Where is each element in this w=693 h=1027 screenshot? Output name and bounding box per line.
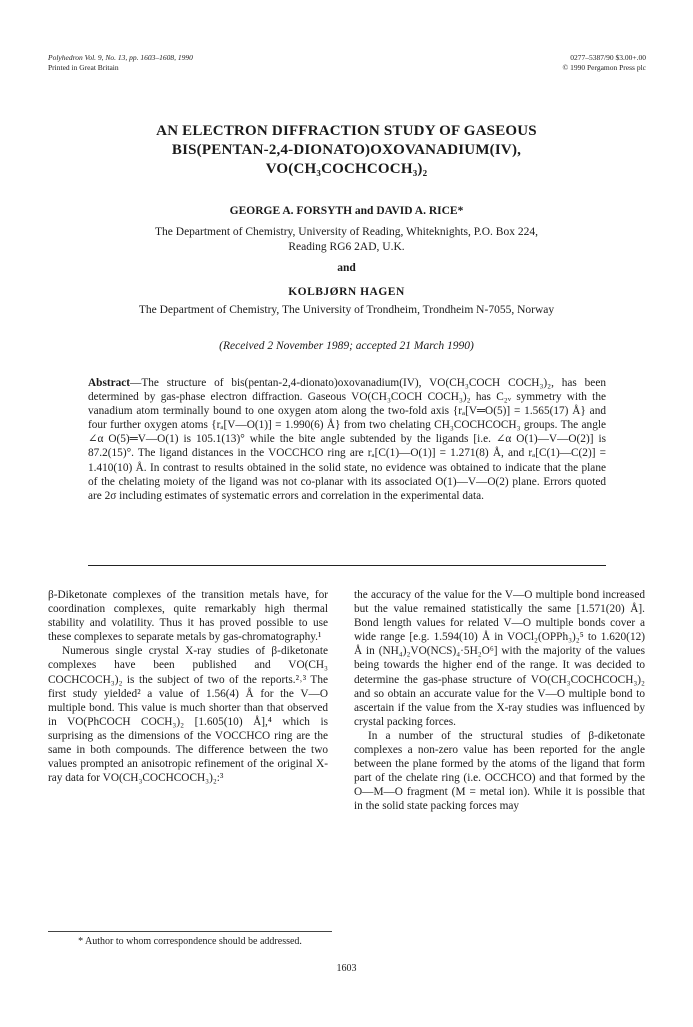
copyright: © 1990 Pergamon Press plc xyxy=(562,63,646,72)
abstract-label: Abstract xyxy=(88,377,131,389)
abstract-text: —The structure of bis(pentan-2,4-dionato)oxovanadium(IV), VO(CH₃COCH COCH₃)₂, has been determined by gas-phase electron diffraction. Gaseous VO(CH₃COCH COCH₃)₂ has C₂ᵥ symmetry with the vanadium atom terminally bound to one oxygen atom along the two-fold axis {rₐ[V═O(5)] = 1.565(17) Å} and four further oxygen atoms {rₐ[V—O(1)] = 1.990(6) Å} from two chelating CH₃COCHCOCH₃ groups. The angle ∠α O(5)═V—O(1) is 105.1(13)° while the bite angle subtended by the ligands [i.e. ∠α O(1)—V—O(2)] is 87.2(15)°. The ligand distances in the VOCCHCO ring are rₐ[C(1)—O(1)] = 1.271(8) Å, and rₐ[C(1)—C(2)] = 1.410(10) Å. In contrast to results obtained in the solid state, no evidence was obtained to indicate that the plane of the chelating moiety of the ligand was not co-planar with its associated O(1)—V—O(2) plane. Errors quoted are 2σ including estimates of systematic errors and correlation in the experimental data. xyxy=(88,377,606,502)
title-line-3: VO(CH₃COCHCOCH₃)₂ xyxy=(265,161,428,177)
abstract xyxy=(88,376,606,503)
publisher-header xyxy=(563,53,646,73)
printed-in: Printed in Great Britain xyxy=(48,63,119,72)
issn-code: 0277–5387/90 $3.00+.00 xyxy=(570,53,646,62)
and-separator: and xyxy=(337,262,356,274)
body-column-right xyxy=(354,588,645,814)
authors: GEORGE A. FORSYTH and DAVID A. RICE* xyxy=(229,205,464,217)
title-line-2: BIS(PENTAN-2,4-DIONATO)OXOVANADIUM(IV), xyxy=(171,142,522,158)
paragraph: In a number of the structural studies of β-diketonate complexes a non-zero value has been reported for the angle between the plane formed by the atoms of the ligand that form part of the chelate ring (i.e. OCCHCO) and that formed by the O—M—O fragment (M = metal ion). While it is possible that in the solid state packing forces may xyxy=(354,729,645,813)
footnote: * Author to whom correspondence should be addressed. xyxy=(78,936,302,947)
footnote-divider xyxy=(48,931,332,932)
paragraph: Numerous single crystal X-ray studies of β-diketonate complexes have been published and VO(CH₃ COCHCOCH₃)₂ is the subject of two of the reports.²˒³ The first study yielded² a value of 1.56(4) Å for the V—O multiple bond. This value is much shorter than that observed in VO(PhCOCH COCH₃)₂ [1.605(10) Å],⁴ which is surprising as the dimensions of the VOCCHCO ring are the same in both compounds. The difference between the two values prompted an anisotropic refinement of the original X-ray data for VO(CH₃COCHCOCH₃)₂:³ xyxy=(48,645,328,785)
received-dates: (Received 2 November 1989; accepted 21 March 1990) xyxy=(219,340,474,352)
affiliation-line-1: The Department of Chemistry, University of Reading, Whiteknights, P.O. Box 224, xyxy=(155,226,538,238)
affiliation-reading xyxy=(80,225,613,255)
affiliation-trondheim: The Department of Chemistry, The University of Trondheim, Trondheim N-7055, Norway xyxy=(138,304,555,316)
paper-title xyxy=(60,122,633,179)
paragraph: the accuracy of the value for the V—O multiple bond increased but the value remained statistically the same [1.571(20) Å]. Bond length values for related V—O multiple bonds cover a wide range [e.g. 1.594(10) Å in VOCl₂(OPPh₃)₂⁵ to 1.620(12) Å in (NH₄)₂VO(NCS)₄·5H₂O⁶] with the majority of the values being towards the higher end of the range. It was decided to determine the gas-phase structure of VO(CH₃COCHCOCH₃)₂ and so obtain an accurate value for the V—O multiple bond to ascertain if the value from the X-ray studies was influenced by crystal packing forces. xyxy=(354,589,645,728)
title-line-1: AN ELECTRON DIFFRACTION STUDY OF GASEOUS xyxy=(156,123,537,139)
affiliation-line-2: Reading RG6 2AD, U.K. xyxy=(288,241,405,253)
paragraph: β-Diketonate complexes of the transition metals have, for coordination complexes, quite remarkably high thermal stability and volatility. Thus it has proved possible to use these complexes to separate metals by gas-chromatography.¹ xyxy=(48,589,328,644)
second-author: KOLBJØRN HAGEN xyxy=(288,286,405,298)
section-divider xyxy=(88,565,606,566)
page-number: 1603 xyxy=(336,963,357,974)
journal-header xyxy=(48,53,193,73)
journal-citation: Polyhedron Vol. 9, No. 13, pp. 1603–1608, 1990 xyxy=(48,53,193,62)
body-column-left xyxy=(48,588,328,785)
